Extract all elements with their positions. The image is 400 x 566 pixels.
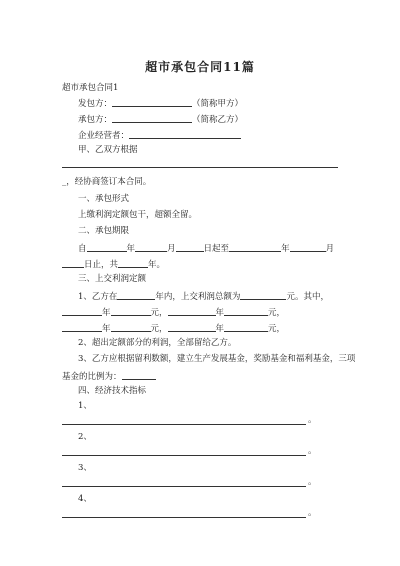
term-year-label: 年 <box>126 244 136 254</box>
document-title: 超市承包合同11篇 <box>145 60 255 74</box>
end-day-blank[interactable] <box>62 258 84 268</box>
end-year-blank[interactable] <box>229 242 281 252</box>
year-4-blank[interactable] <box>168 322 216 332</box>
basis-blank[interactable] <box>62 167 338 168</box>
profit-line-1 <box>78 290 329 303</box>
item-4-label: 4、 <box>78 494 92 504</box>
profit-total-label: 年内，上交利润总额为 <box>155 292 241 302</box>
party-b-line <box>78 113 243 126</box>
start-month-blank[interactable] <box>135 242 167 252</box>
yuan-label: 元， <box>150 324 168 334</box>
section-2-heading: 二、承包期限 <box>78 226 130 236</box>
year-label: 年 <box>215 308 225 318</box>
party-a-blank[interactable] <box>112 97 192 107</box>
year-label: 年 <box>102 324 111 334</box>
item-3-label: 3、 <box>78 463 92 473</box>
end-month-blank[interactable] <box>290 242 326 252</box>
item-1-end: 。 <box>308 415 317 425</box>
party-b-note: （简称乙方） <box>192 115 244 125</box>
year-2-blank[interactable] <box>168 306 216 316</box>
profit-total-blank[interactable] <box>240 290 286 300</box>
party-a-label: 发包方： <box>78 99 113 109</box>
profit-clause-2: 2、超出定额部分的利润，全部留给乙方。 <box>78 338 237 348</box>
year-label: 年 <box>102 308 111 318</box>
term-line-1 <box>78 242 334 255</box>
amount-4-blank[interactable] <box>224 322 268 332</box>
year-1-blank[interactable] <box>62 306 102 316</box>
item-2-blank[interactable] <box>62 455 306 456</box>
operator-blank[interactable] <box>129 129 241 139</box>
party-a-note: （简称甲方） <box>192 99 244 109</box>
year-3-blank[interactable] <box>62 322 102 332</box>
basis-tail: _，经协商签订本合同。 <box>62 177 152 187</box>
section-4-heading: 四、经济技术指标 <box>78 386 147 396</box>
party-b-blank[interactable] <box>112 113 192 123</box>
operator-label: 企业经营者： <box>78 131 130 141</box>
term-month-label: 月 <box>167 244 176 254</box>
amount-1-blank[interactable] <box>111 306 151 316</box>
start-day-blank[interactable] <box>176 242 204 252</box>
basis-text: 甲、乙双方根据 <box>78 145 138 155</box>
profit-years-blank[interactable] <box>117 290 155 300</box>
party-a-line <box>78 97 243 110</box>
yuan-label: 元， <box>150 308 168 318</box>
section-1-heading: 一、承包形式 <box>78 194 130 204</box>
profit-clause-3a: 3、乙方应根据留利数额，建立生产发展基金，奖励基金和福利基金，三项 <box>78 354 356 364</box>
amount-3-blank[interactable] <box>111 322 151 332</box>
profit-clause-3b <box>62 370 156 383</box>
term-years-label: 年。 <box>148 260 166 270</box>
item-1-blank[interactable] <box>62 424 306 425</box>
item-4-blank[interactable] <box>62 517 306 518</box>
operator-line <box>78 129 241 142</box>
item-1-label: 1、 <box>78 401 92 411</box>
yuan-label: 元， <box>268 308 286 318</box>
total-years-blank[interactable] <box>118 258 148 268</box>
yuan-label: 元， <box>268 324 286 334</box>
year-label: 年 <box>215 324 225 334</box>
section-1-body: 上缴利润定额包干，超额全留。 <box>78 210 198 220</box>
item-3-blank[interactable] <box>62 486 306 487</box>
profit-line-3 <box>62 322 285 335</box>
item-2-end: 。 <box>308 446 317 456</box>
profit-among-label: 元。其中， <box>286 292 329 302</box>
amount-2-blank[interactable] <box>224 306 268 316</box>
term-from: 自 <box>78 244 87 254</box>
item-3-end: 。 <box>308 477 317 487</box>
term-end-label: 日止，共 <box>84 260 119 270</box>
fund-ratio-blank[interactable] <box>122 370 156 380</box>
item-4-end: 。 <box>308 508 317 518</box>
item-2-label: 2、 <box>78 432 92 442</box>
party-b-label: 承包方： <box>78 115 113 125</box>
section-3-heading: 三、上交利润定额 <box>78 274 147 284</box>
start-year-blank[interactable] <box>87 242 127 252</box>
term-month2-label: 月 <box>325 244 335 254</box>
term-line-2 <box>62 258 165 271</box>
contract-subtitle: 超市承包合同1 <box>62 83 119 93</box>
term-year2-label: 年 <box>281 244 290 254</box>
fund-ratio-label: 基金的比例为： <box>62 372 122 382</box>
term-start-label: 日起至 <box>203 244 230 254</box>
profit-intro: 1、乙方在 <box>78 292 118 302</box>
profit-line-2 <box>62 306 285 319</box>
